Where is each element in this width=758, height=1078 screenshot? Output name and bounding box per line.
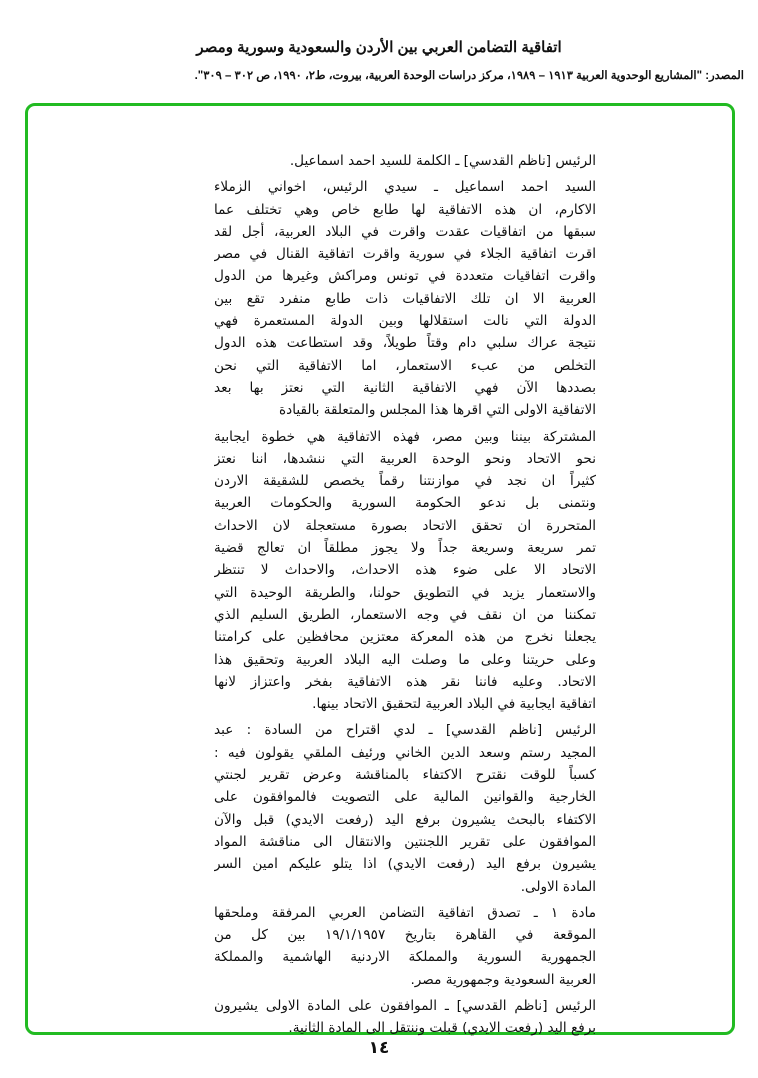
text-line: المشتركة بيننا وبين مصر، فهذه الاتفاقية هي خطوة ايجابية: [214, 428, 596, 445]
page-number: ١٤: [368, 1038, 390, 1058]
text-line: كثيراً ان نجد في موازنتنا رقماً يخصص للشقيقة الاردن: [214, 473, 596, 490]
text-line: وعلى حريتنا وعلى ما وصلت اليه البلاد العربية وتحقيق هذا: [214, 651, 596, 668]
paragraph: [214, 995, 596, 1040]
document-body: [214, 150, 596, 1044]
paragraph: [214, 719, 596, 897]
paragraph: [214, 902, 596, 991]
text-line: كسباً للوقت نقترح الاكتفاء بالمناقشة وعرض تقرير لجنتي: [214, 767, 596, 784]
text-line: بصددها الآن فهي الاتفاقية الثانية التي نعتز بها بعد: [214, 379, 596, 396]
text-line: العربية الا ان تلك الاتفاقيات ذات طابع منفرد تقع بين: [214, 290, 596, 307]
text-line: المادة الاولى.: [520, 878, 596, 895]
text-line: نحو الاتحاد ونحو الوحدة العربية التي ننشدها، اننا نعتز: [214, 450, 596, 467]
text-line: والاستعمار يزيد في التطويق حولنا، والطريقة الوحيدة التي: [214, 584, 596, 601]
text-line: الاتحاد الا على ضوء هذه الاحداث، والاحداث لا تنتظر: [214, 562, 596, 579]
text-line: مادة ١ ـ تصدق اتفاقية التضامن العربي المرفقة وملحقها: [214, 904, 596, 921]
text-line: الموقعة في القاهرة بتاريخ ١٩/١/١٩٥٧ بين كل من: [214, 927, 596, 944]
text-line: تمكننا من ان نقف في وجه الاستعمار، الطريق السليم الذي: [214, 606, 596, 623]
text-line: سبقها من اتفاقيات عقدت واقرت في البلاد العربية، أجل لقد: [214, 223, 596, 240]
text-line: المجيد رستم وسعد الدين الخاني ورئيف الملقي يقولون فيه :: [214, 744, 596, 761]
paragraph: [214, 150, 596, 172]
text-line: الاكتفاء بالبحث يشيرون برفع اليد (رفعت الايدي) قبل والآن: [214, 811, 596, 828]
text-line: اقرت اتفاقية الجلاء في سورية واقرت اتفاقية القنال في مصر: [214, 246, 596, 263]
text-line: نتيجة عراك سلبي دام وقتاً طويلاً، وقد استطاعت هذه الدول: [214, 335, 596, 352]
text-line: العربية السعودية وجمهورية مصر.: [410, 971, 596, 988]
text-line: ونتمنى بل ندعو الحكومة السورية والحكومات العربية: [214, 495, 596, 512]
text-line: الرئيس [ناظم القدسي] ـ لدي اقتراح من السادة : عبد: [214, 722, 596, 739]
text-line: الاكارم، ان هذه الاتفاقية لها طابع خاص وهي تختلف عما: [214, 201, 596, 218]
text-line: يشيرون برفع اليد (رفعت الايدي) اذا يتلو عليكم امين السر: [214, 856, 596, 873]
source-citation: المصدر: "المشاريع الوحدوية العربية ١٩١٣ – ١٩٨٩، مركز دراسات الوحدة العربية، بيروت، ط٢، ١٩٩٠، ص ٣٠٢ – ٣٠٩".: [194, 70, 744, 82]
text-line: الاتحاد. وعليه فاننا نقر هذه الاتفاقية بفخر واعتزاز لانها: [214, 673, 596, 690]
text-line: برفع اليد (رفعت الايدي) قبلت وننتقل الى المادة الثانية.: [288, 1020, 596, 1037]
document-title: اتفاقية التضامن العربي بين الأردن والسعودية وسورية ومصر: [196, 39, 562, 56]
paragraph: [214, 176, 596, 421]
text-line: الجمهورية السورية والمملكة الاردنية الهاشمية والمملكة: [214, 949, 596, 966]
paragraph: [214, 426, 596, 716]
text-line: الدولة التي نالت استقلالها وبين الدولة المستعمرة فهي: [214, 313, 596, 330]
text-line: السيد احمد اسماعيل ـ سيدي الرئيس، اخواني الزملاء: [214, 179, 596, 196]
text-line: الخارجية والقوانين المالية على التصويت فالموافقون على: [214, 789, 596, 806]
text-line: المتحررة ان تحقق الاتحاد بصورة مستعجلة لان الاحداث: [214, 517, 596, 534]
text-line: الاتفاقية الاولى التي اقرها هذا المجلس والمتعلقة بالقيادة: [279, 402, 596, 419]
text-line: التخلص من عبء الاستعمار، اما الاتفاقية التي نحن: [214, 357, 596, 374]
text-line: الرئيس [ناظم القدسي] ـ الكلمة للسيد احمد اسماعيل.: [289, 153, 596, 169]
text-line: الرئيس [ناظم القدسي] ـ الموافقون على المادة الاولى يشيرون: [214, 997, 596, 1014]
text-line: واقرت اتفاقيات متعددة في تونس ومراكش وغيرها من الدول: [214, 268, 596, 285]
text-line: اتفاقية ايجابية في البلاد العربية لتحقيق الاتحاد بينها.: [312, 696, 596, 713]
text-line: يجعلنا نخرج من هذه المعركة معتزين محافظين على كرامتنا: [214, 629, 596, 646]
text-line: الموافقون على تقرير اللجنتين والانتقال الى مناقشة المواد: [214, 833, 596, 850]
text-line: تمر سريعة وسريعة جداً ولا يجوز مطلقاً ان تعالج قضية: [214, 540, 596, 557]
